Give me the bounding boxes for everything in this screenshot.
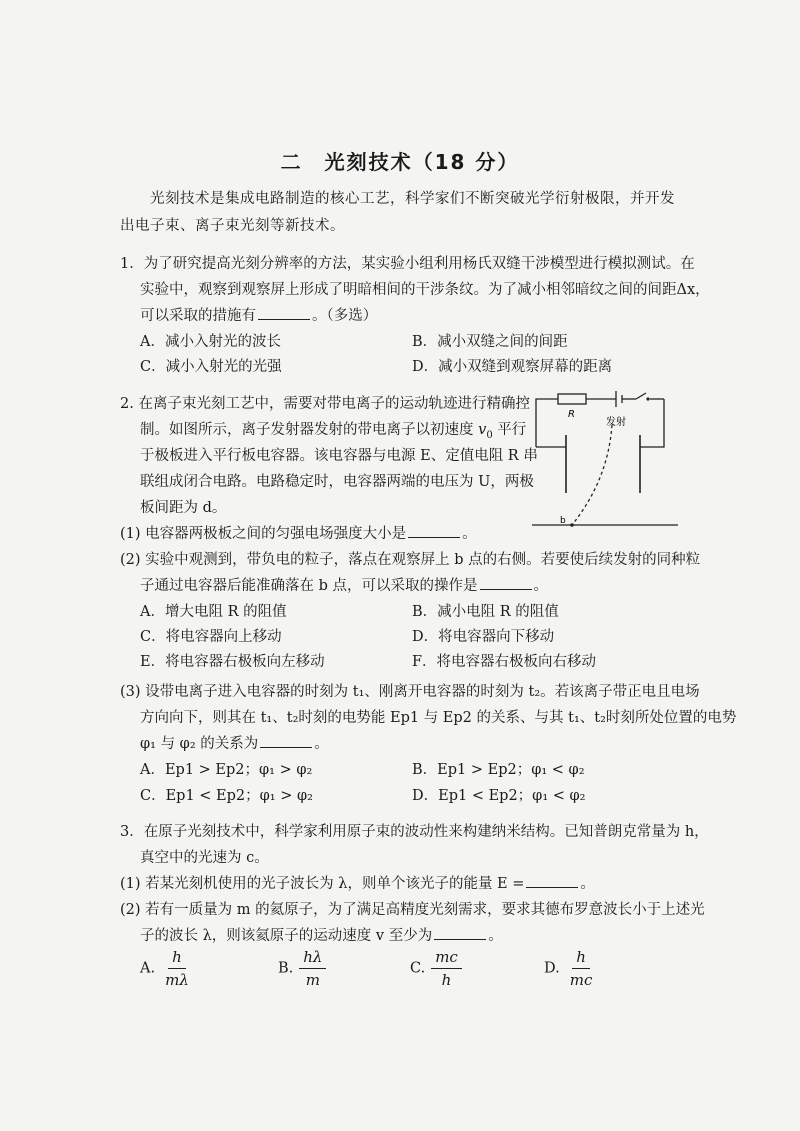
q3-option-c-fraction (431, 948, 462, 989)
q2-sub3-line-1: (3) 设带电离子进入电容器的时刻为 t₁、刚离开电容器的时刻为 t₂。若该离子带正电且电场 (120, 684, 700, 700)
q1-line-3-text: 可以采取的措施有 (140, 308, 256, 324)
q2-sub3-option-a: A．Ep1 > Ep2；φ₁ > φ₂ (140, 762, 313, 778)
q2-sub3-line-3 (140, 732, 329, 753)
fig-label-b: b (560, 516, 566, 526)
q3-sub1-end: 。 (580, 876, 595, 892)
q3-sub1-blank (526, 873, 578, 888)
q2-sub1-text: (1) 电容器两极板之间的匀强电场强度大小是 (120, 526, 407, 542)
q1-answer-blank (258, 305, 310, 320)
q1-line-2: 实验中，观察到观察屏上形成了明暗相间的干涉条纹。为了减小相邻暗纹之间的间距Δx， (140, 282, 710, 298)
q3-option-d (544, 948, 596, 989)
q2-option-d: D．将电容器向下移动 (412, 629, 555, 645)
q3-option-d-den: mc (569, 971, 593, 989)
q3-option-a-den: mλ (165, 971, 189, 989)
q2-sub3-blank (260, 733, 312, 748)
q3-line-2: 真空中的光速为 c。 (140, 850, 269, 866)
q2-sub3-line-2: 方向向下，则其在 t₁、t₂时刻的电势能 Ep1 与 Ep2 的关系、与其 t₁、t₂时刻所处位置的电势 (140, 710, 737, 726)
q2-sub3-end: 。 (314, 736, 329, 752)
q3-option-d-fraction (566, 948, 597, 989)
q1-line-3-end: 。（多选） (312, 308, 378, 324)
q2-option-e: E．将电容器右极板向左移动 (140, 654, 325, 670)
q2-line-1: 2. 在离子束光刻工艺中，需要对带电离子的运动轨迹进行精确控 (120, 396, 530, 412)
q3-sub1 (120, 872, 595, 893)
intro-paragraph: 光刻技术是集成电路制造的核心工艺，科学家们不断突破光学衍射极限，并开发出电子束、离子束光刻等新技术。 (120, 191, 675, 234)
q2-v0-subscript: 0 (486, 429, 493, 441)
q1-option-a: A．减小入射光的波长 (140, 334, 281, 350)
fig-label-r: R (568, 409, 575, 420)
q2-sub1-end: 。 (462, 526, 477, 542)
resistor-symbol (558, 394, 586, 404)
q2-sub1 (120, 522, 477, 543)
q3-sub2-text: 子的波长 λ，则该氦原子的运动速度 v 至少为 (140, 928, 433, 944)
q3-option-d-label: D. (544, 960, 560, 977)
q2-line-2-text: 制。如图所示，离子发射器发射的带电离子以初速度 (140, 422, 479, 438)
fig-label-emit: 发射 (606, 417, 626, 428)
q3-sub2-line-2 (140, 924, 503, 945)
q2-sub2-blank (480, 575, 532, 590)
q2-line-3: 于极板进入平行板电容器。该电容器与电源 E、定值电阻 R 串 (140, 448, 538, 464)
q2-line-2-end: 平行 (492, 422, 527, 438)
q3-option-a (140, 948, 193, 989)
q3-option-b-fraction (299, 948, 326, 989)
q3-sub2-blank (434, 925, 486, 940)
q3-option-c-num: mc (431, 948, 462, 969)
q3-sub2-line-1: (2) 若有一质量为 m 的氦原子，为了满足高精度光刻需求，要求其德布罗意波长小于上述光 (120, 902, 705, 918)
q2-sub2-end: 。 (533, 578, 548, 594)
q2-line-5: 板间距为 d。 (140, 500, 227, 516)
q2-sub3-text: φ₁ 与 φ₂ 的关系为 (140, 736, 259, 752)
q2-sub2-text: 子通过电容器后能准确落在 b 点，可以采取的操作是 (140, 578, 478, 594)
q2-line-4: 联组成闭合电路。电路稳定时，电容器两端的电压为 U，两极 (140, 474, 534, 490)
q1-option-c: C．减小入射光的光强 (140, 359, 282, 375)
q3-option-a-num: h (168, 948, 186, 969)
q3-option-c-den: h (441, 971, 452, 989)
q3-option-c-label: C. (410, 960, 426, 977)
q2-sub3-option-d: D．Ep1 < Ep2；φ₁ < φ₂ (412, 788, 586, 804)
q2-sub1-blank (408, 523, 460, 538)
q2-option-a: A．增大电阻 R 的阻值 (140, 604, 287, 620)
q2-sub2-line-2 (140, 574, 548, 595)
q3-option-b-num: hλ (299, 948, 326, 969)
q2-v0-symbol: v (478, 422, 487, 438)
q1-line-3 (140, 304, 377, 325)
q3-option-d-num: h (572, 948, 590, 969)
q3-option-a-label: A. (140, 960, 156, 977)
q2-sub3-option-b: B．Ep1 > Ep2；φ₁ < φ₂ (412, 762, 585, 778)
q3-option-c (410, 948, 462, 989)
q3-option-b-den: m (305, 971, 320, 989)
q2-sub2-line-1: (2) 实验中观测到，带负电的粒子，落点在观察屏上 b 点的右侧。若要使后续发射的同种粒 (120, 552, 701, 568)
q1-option-d: D．减小双缝到观察屏幕的距离 (412, 359, 613, 375)
q2-option-f: F．将电容器右极板向右移动 (412, 654, 597, 670)
q3-line-1: 3．在原子光刻技术中，科学家利用原子束的波动性来构建纳米结构。已知普朗克常量为 h， (120, 824, 709, 840)
q2-sub3-option-c: C．Ep1 < Ep2；φ₁ > φ₂ (140, 788, 313, 804)
q2-option-c: C．将电容器向上移动 (140, 629, 282, 645)
q1-option-b: B．减小双缝之间的间距 (412, 334, 568, 350)
circuit-figure (528, 385, 688, 535)
q3-option-a-fraction (161, 948, 193, 989)
q3-option-b (278, 948, 326, 989)
q2-line-2 (140, 418, 526, 441)
section-title: 二 光刻技术（18 分） (280, 150, 520, 174)
q3-sub1-text: (1) 若某光刻机使用的光子波长为 λ，则单个该光子的能量 E = (120, 876, 525, 892)
q1-line-1: 1．为了研究提高光刻分辨率的方法，某实验小组利用杨氏双缝干涉模型进行模拟测试。在 (120, 256, 695, 272)
q2-option-b: B．减小电阻 R 的阻值 (412, 604, 559, 620)
q3-option-b-label: B. (278, 960, 294, 977)
q3-sub2-end: 。 (488, 928, 503, 944)
